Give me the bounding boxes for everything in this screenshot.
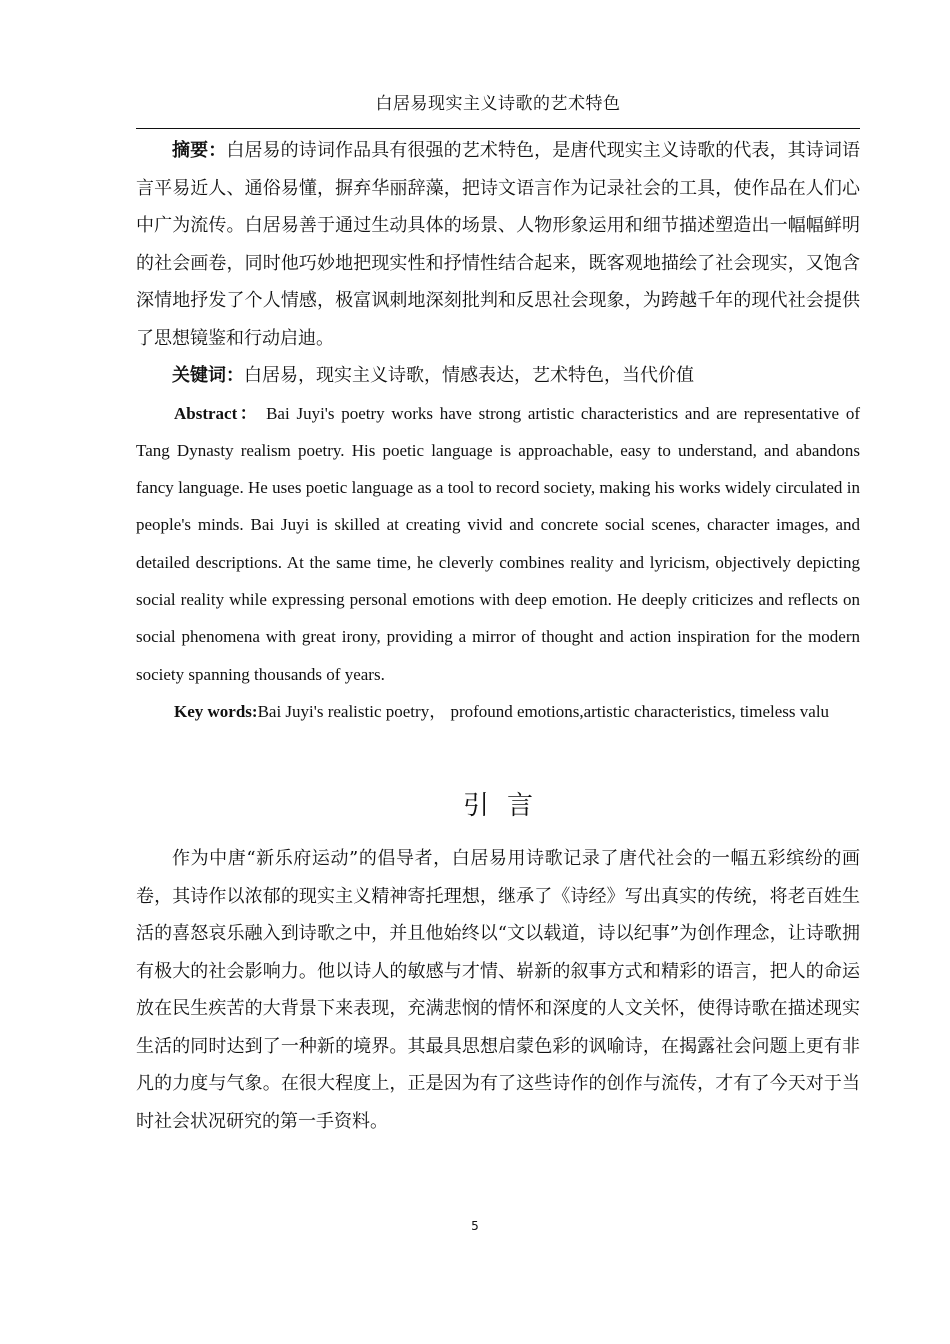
abstract-cn-text: 白居易的诗词作品具有很强的艺术特色，是唐代现实主义诗歌的代表，其诗词语言平易近人、通俗易懂，摒弃华丽辞藻，把诗文语言作为记录社会的工具，使作品在人们心中广为流传。白居易善于通过生动具体的场景、人物形象运用和细节描述塑造出一幅幅鲜明的社会画卷，同时他巧妙地把现实性和抒情性结合起来，既客观地描绘了社会现实，又饱含深情地抒发了个人情感，极富讽刺地深刻批判和反思社会现象，为跨越千年的现代社会提供了思想镜鉴和行动启迪。 bbox=[136, 140, 861, 349]
keywords-en-label: Key words: bbox=[174, 701, 258, 721]
introduction-paragraph: 作为中唐“新乐府运动”的倡导者，白居易用诗歌记录了唐代社会的一幅五彩缤纷的画卷，其诗作以浓郁的现实主义精神寄托理想，继承了《诗经》写出真实的传统，将老百姓生活的喜怒哀乐融入到诗歌之中，并且他始终以“文以载道，诗以纪事”为创作理念，让诗歌拥有极大的社会影响力。他以诗人的敏感与才情、崭新的叙事方式和精彩的语言，把人的命运放在民生疾苦的大背景下来表现，充满悲悯的情怀和深度的人文关怀，使得诗歌在描述现实生活的同时达到了一种新的境界。其最具思想启蒙色彩的讽喻诗，在揭露社会问题上更有非凡的力度与气象。在很大程度上，正是因为有了这些诗作的创作与流传，才有了今天对于当时社会状况研究的第一手资料。 bbox=[136, 848, 860, 1132]
keywords-cn-label: 关键词： bbox=[172, 365, 244, 386]
page-number: 5 bbox=[471, 1219, 479, 1233]
heading-spacer bbox=[136, 826, 860, 840]
abstract-cn bbox=[136, 132, 860, 357]
keywords-cn bbox=[136, 357, 860, 395]
abstract-en bbox=[136, 395, 860, 693]
header-divider bbox=[136, 128, 860, 129]
abstract-en-text: Bai Juyi's poetry works have strong artistic characteristics and are representative of Tang Dynasty realism poetry. His poetic language is approachable, easy to understand, and abandons fancy language. He uses poetic language as a tool to record society, making his works widely circulated in people's minds. Bai Juyi is skilled at creating vivid and concrete social scenes, character images, and detailed descriptions. At the same time, he cleverly combines reality and lyricism, objectively depicting social reality while expressing personal emotions with deep emotion. He deeply criticizes and reflects on social phenomena with great irony, providing a mirror of thought and action inspiration for the modern society spanning thousands of years. bbox=[136, 403, 860, 684]
running-header: 白居易现实主义诗歌的艺术特色 bbox=[375, 94, 621, 114]
keywords-en-text: Bai Juyi's realistic poetry， profound emotions,artistic characteristics, timeless valu bbox=[257, 701, 830, 721]
abstract-cn-label: 摘要： bbox=[172, 140, 227, 161]
keywords-cn-text: 白居易，现实主义诗歌，情感表达，艺术特色，当代价值 bbox=[244, 365, 694, 386]
section-spacer bbox=[136, 730, 860, 786]
page-content bbox=[136, 132, 860, 1140]
abstract-en-label: Abstract： bbox=[174, 403, 260, 423]
keywords-en bbox=[136, 693, 860, 730]
introduction-heading: 引言 bbox=[462, 791, 551, 822]
